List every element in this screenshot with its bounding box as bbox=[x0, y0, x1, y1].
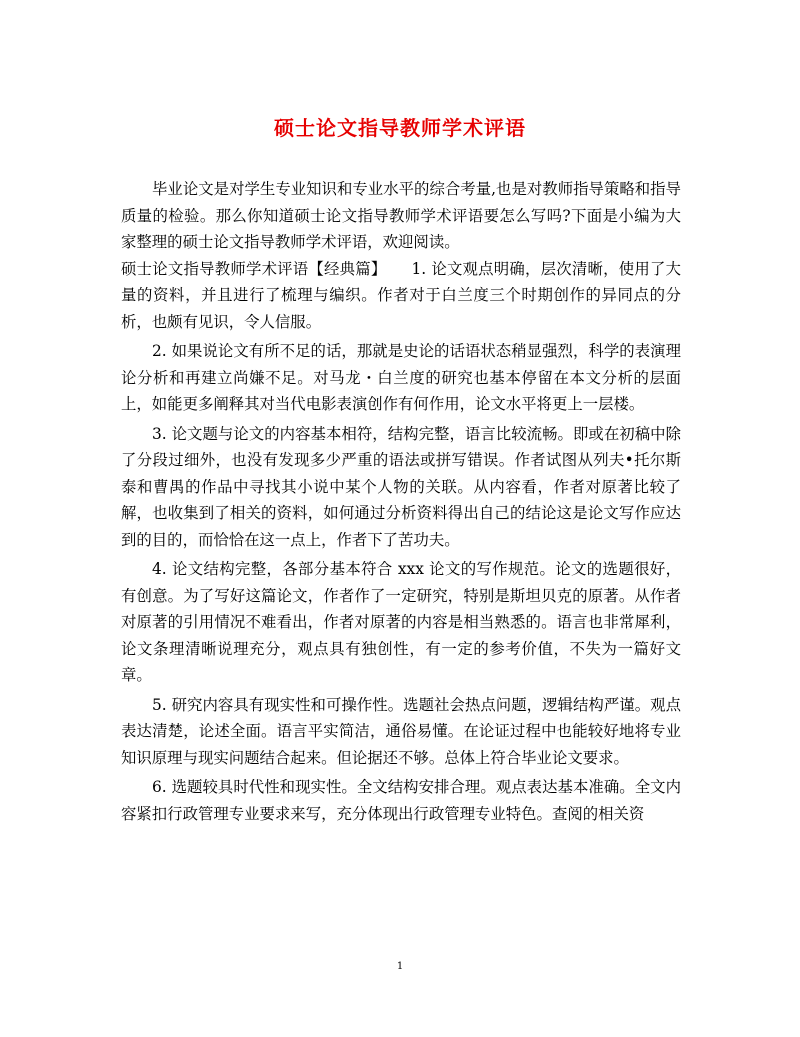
comment-item-2: 2. 如果说论文有所不足的话，那就是史论的话语状态稍显强烈，科学的表演理论分析和再建立尚嫌不足。对马龙・白兰度的研究也基本停留在本文分析的层面上，如能更多阐释其对当代电影表演创作有何作用，论文水平将更上一层楼。 bbox=[121, 342, 681, 413]
comment-item-1: 1. 论文观点明确，层次清晰，使用了大量的资料，并且进行了梳理与编织。作者对于白兰度三个时期创作的异同点的分析，也颇有见识，令人信服。 bbox=[121, 259, 681, 331]
document-title: 硕士论文指导教师学术评语 bbox=[274, 116, 526, 140]
page-number: 1 bbox=[396, 961, 404, 972]
comment-item-6: 6. 选题较具时代性和现实性。全文结构安排合理。观点表达基本准确。全文内容紧扣行政管理专业要求来写，充分体现出行政管理专业特色。查阅的相关资 bbox=[121, 778, 681, 823]
section-paragraph bbox=[121, 256, 681, 336]
comment-item-3: 3. 论文题与论文的内容基本相符，结构完整，语言比较流畅。即或在初稿中除了分段过细外，也没有发现多少严重的语法或拼写错误。作者试图从列夫•托尔斯泰和曹禺的作品中寻找其小说中某个人物的关联。从内容看，作者对原著比较了解，也收集到了相关的资料，如何通过分析资料得出自己的结论这是论文写作应达到的目的，而恰恰在这一点上，作者下了苦功夫。 bbox=[121, 424, 681, 549]
comment-item-4: 4. 论文结构完整，各部分基本符合 xxx 论文的写作规范。论文的选题很好，有创意。为了写好这篇论文，作者作了一定研究，特别是斯坦贝克的原著。从作者对原著的引用情况不难看出，作者对原著的内容是相当熟悉的。语言也非常犀利，论文条理清晰说理充分，观点具有独创性，有一定的参考价值，不失为一篇好文章。 bbox=[121, 560, 681, 684]
comment-item-5: 5. 研究内容具有现实性和可操作性。选题社会热点问题，逻辑结构严谨。观点表达清楚，论述全面。语言平实简洁，通俗易懂。在论证过程中也能较好地将专业知识原理与现实问题结合起来。但论据还不够。总体上符合毕业论文要求。 bbox=[121, 695, 681, 767]
document-body bbox=[121, 176, 681, 827]
section-heading: 硕士论文指导教师学术评语【经典篇】 bbox=[121, 259, 387, 278]
intro-paragraph: 毕业论文是对学生专业知识和专业水平的综合考量,也是对教师指导策略和指导质量的检验。那么你知道硕士论文指导教师学术评语要怎么写吗?下面是小编为大家整理的硕士论文指导教师学术评语，欢迎阅读。 bbox=[121, 180, 681, 251]
